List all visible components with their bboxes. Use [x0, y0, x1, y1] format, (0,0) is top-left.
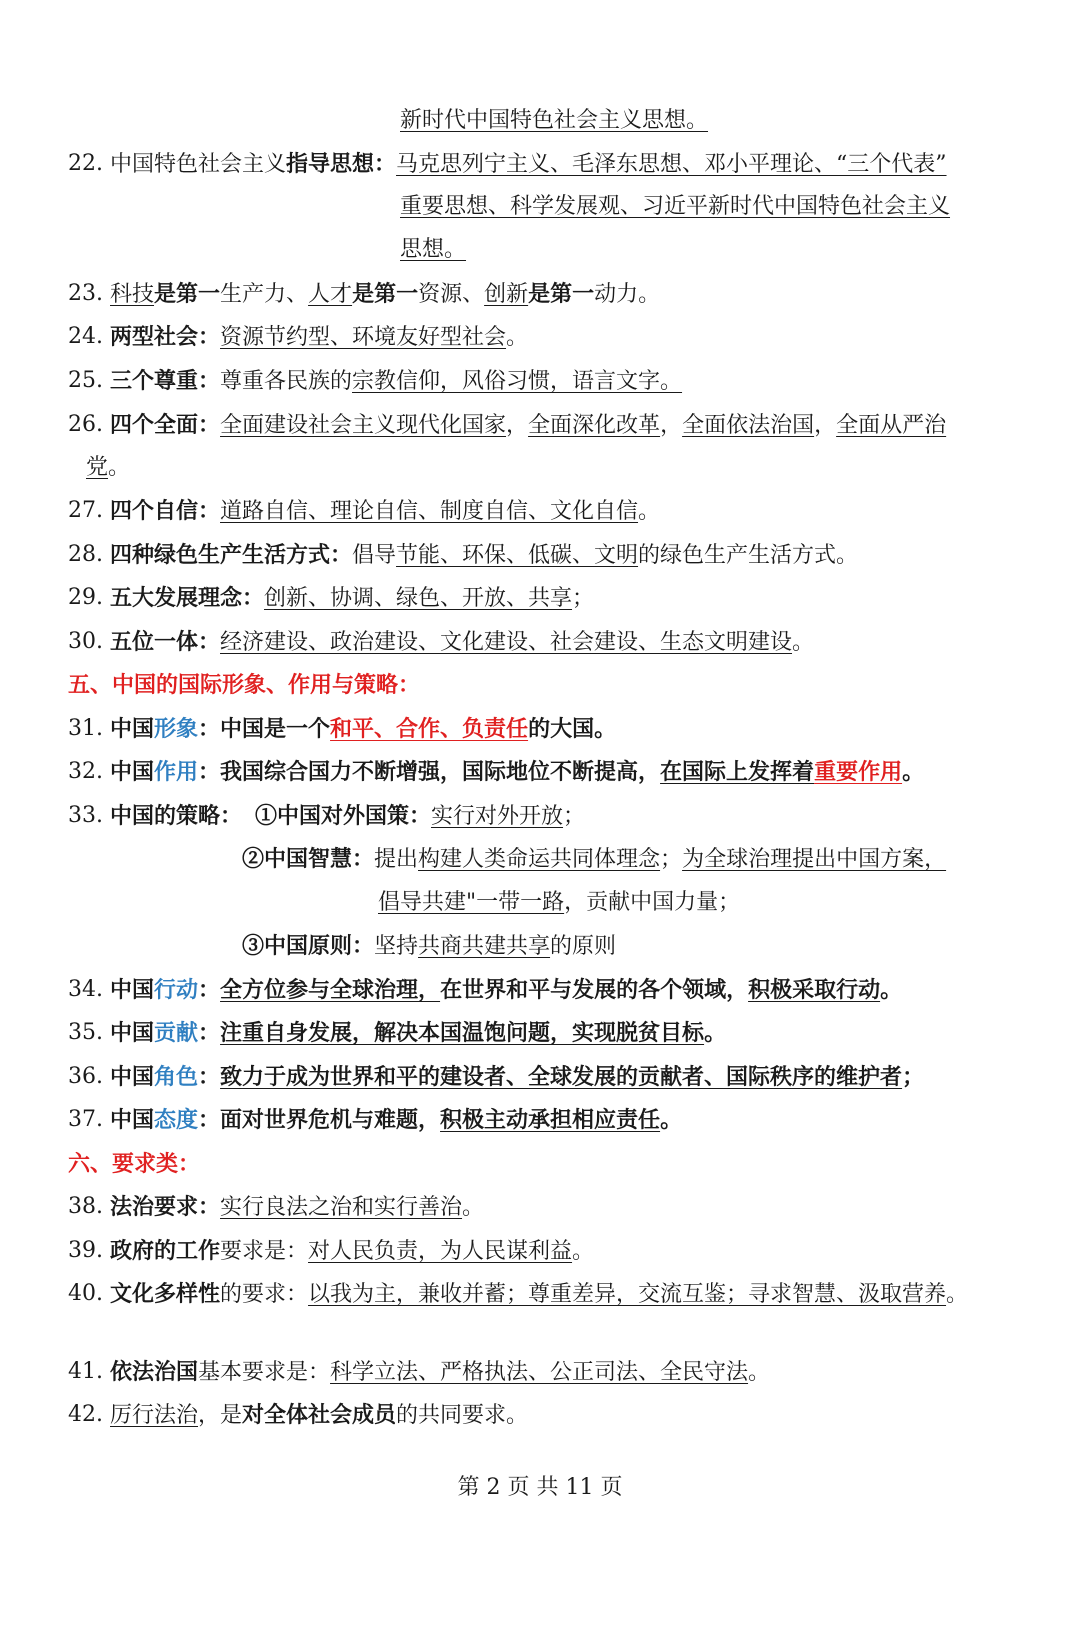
item-31-a: 中国 — [110, 716, 155, 742]
section-heading-5 — [0, 668, 1080, 702]
item-38-text — [110, 1190, 484, 1225]
item-23-p3: 生产力、 — [220, 282, 309, 307]
item-33-label: 中国的策略： — [110, 803, 243, 829]
item-42-p1: ，是 — [198, 1403, 243, 1428]
section-heading-6 — [0, 1147, 1080, 1181]
item-21-continuation — [0, 104, 1080, 138]
item-number: 34. — [68, 977, 103, 1002]
item-33-line-3 — [0, 886, 1080, 920]
item-33-sub-2-cont — [378, 886, 740, 920]
item-33-c2f: ，贡献中国力量； — [564, 890, 741, 915]
item-number: 36. — [68, 1064, 103, 1089]
item-38-value: 实行良法之治和实行善治 — [220, 1195, 463, 1220]
item-31-c: ：中国是一个 — [198, 716, 331, 742]
item-33 — [0, 799, 1080, 833]
item-40-end: 。 — [946, 1282, 969, 1307]
item-28-text — [110, 538, 858, 573]
item-26-v5: 党 — [86, 455, 109, 480]
item-36-a: 中国 — [110, 1064, 155, 1090]
item-33-c1: ①中国对外国策： — [255, 803, 432, 829]
item-23-text — [110, 277, 660, 312]
item-40-text — [110, 1277, 968, 1312]
item-23-p1: 科技 — [110, 282, 155, 307]
item-36-e: ； — [902, 1064, 925, 1090]
item-number: 32. — [68, 759, 103, 784]
item-23-p4: 人才 — [308, 282, 353, 307]
item-31-keyword: 形象 — [154, 716, 199, 742]
item-32-highlight: 重要作用 — [814, 759, 903, 785]
item-38-end: 。 — [462, 1195, 485, 1220]
item-number: 42. — [68, 1402, 103, 1427]
item-42-text — [110, 1398, 528, 1433]
item-33-sub-3 — [242, 929, 616, 964]
item-39-value: 对人民负责，为人民谋利益 — [308, 1239, 573, 1264]
item-34-c: ： — [198, 977, 221, 1003]
item-number: 37. — [68, 1107, 103, 1132]
item-33-c3c: 的原则 — [550, 934, 617, 959]
item-28 — [0, 538, 1080, 572]
item-number: 23. — [68, 281, 103, 306]
item-22-line-2 — [0, 190, 1080, 224]
item-34-e: 在世界和平与发展的各个领域， — [440, 977, 749, 1003]
item-26-s5: 。 — [108, 455, 131, 480]
item-40-value: 以我为主，兼收并蓄；尊重差异，交流互鉴；寻求智慧、汲取营养 — [308, 1282, 947, 1307]
item-number: 40. — [68, 1281, 103, 1306]
item-22-line1: 马克思列宁主义、毛泽东思想、邓小平理论、“三个代表” — [396, 152, 947, 177]
item-22-line2: 重要思想、科学发展观、习近平新时代中国特色社会主义 — [400, 194, 951, 219]
item-32-f: 。 — [902, 759, 925, 785]
item-26-s2: ， — [660, 413, 683, 438]
item-32-d: 在国际上发挥着 — [660, 759, 815, 785]
item-32 — [0, 755, 1080, 789]
item-25-prefix: 尊重各民族的 — [220, 369, 353, 394]
item-41-text — [110, 1355, 770, 1390]
section-6-title: 六、要求类： — [68, 1151, 201, 1177]
item-22-line-3 — [0, 233, 1080, 267]
item-23-p2: 是第一 — [154, 281, 221, 307]
item-36-c: ： — [198, 1064, 221, 1090]
item-23-p5: 是第一 — [352, 281, 419, 307]
item-25-text — [110, 364, 682, 399]
item-42-b1: 对全体社会成员 — [242, 1402, 397, 1428]
item-42 — [0, 1398, 1080, 1432]
item-number: 25. — [68, 368, 103, 393]
item-41-end: 。 — [748, 1360, 771, 1385]
item-number: 24. — [68, 324, 103, 349]
item-35-a: 中国 — [110, 1020, 155, 1046]
item-26-v4: 全面从严治 — [836, 413, 947, 438]
item-23-p7: 创新 — [484, 282, 529, 307]
item-36-keyword: 角色 — [154, 1064, 199, 1090]
item-40 — [0, 1277, 1080, 1311]
item-38 — [0, 1190, 1080, 1224]
item-27-value: 道路自信、理论自信、制度自信、文化自信 — [220, 499, 639, 524]
item-27 — [0, 494, 1080, 528]
item-37-a: 中国 — [110, 1107, 155, 1133]
item-22-text — [110, 147, 947, 182]
item-number: 38. — [68, 1194, 103, 1219]
item-30 — [0, 625, 1080, 659]
item-number: 22. — [68, 151, 103, 176]
item-31 — [0, 712, 1080, 746]
item-36-text — [110, 1060, 924, 1094]
item-35-text — [110, 1016, 726, 1050]
item-25 — [0, 364, 1080, 398]
item-36-d: 致力于成为世界和平的建设者、全球发展的贡献者、国际秩序的维护者 — [220, 1064, 903, 1090]
item-28-p1: 倡导 — [352, 543, 397, 568]
item-37-c: ：面对世界危机与难题， — [198, 1107, 441, 1133]
item-39-text — [110, 1234, 594, 1269]
page-footer: 第 2 页 共 11 页 — [457, 1475, 623, 1500]
item-41 — [0, 1355, 1080, 1389]
item-number: 29. — [68, 585, 103, 610]
item-40-label-2: 的要求： — [220, 1282, 309, 1307]
item-30-text — [110, 625, 814, 660]
item-number: 39. — [68, 1238, 103, 1263]
item-number: 30. — [68, 629, 103, 654]
item-41-label: 依法治国 — [110, 1359, 199, 1385]
item-31-text — [110, 712, 616, 746]
item-37 — [0, 1103, 1080, 1137]
item-26-text — [110, 408, 946, 443]
item-33-c2b: 构建人类命运共同体理念 — [418, 847, 661, 872]
item-39 — [0, 1234, 1080, 1268]
item-33-c2e: 倡导共建"一带一路 — [378, 890, 565, 915]
item-34 — [0, 973, 1080, 1007]
item-30-end: 。 — [792, 630, 815, 655]
item-28-p2: 的绿色生产生活方式。 — [638, 543, 859, 568]
item-23-p8: 是第一 — [528, 281, 595, 307]
item-22-label-b: 指导思想： — [286, 151, 397, 177]
item-33-sub-2 — [242, 842, 946, 877]
item-31-e: 的大国。 — [528, 716, 617, 742]
item-number: 31. — [68, 716, 103, 741]
item-32-text — [110, 755, 924, 789]
item-33-sub-1 — [255, 799, 585, 834]
item-33-c1-value: 实行对外开放 — [431, 804, 564, 829]
item-25-value: 宗教信仰，风俗习惯，语言文字。 — [352, 369, 683, 394]
item-23-p6: 资源、 — [418, 282, 485, 307]
item-23 — [0, 277, 1080, 311]
item-24-text — [110, 320, 528, 355]
item-24-end: 。 — [506, 325, 529, 350]
item-22-line3: 思想。 — [400, 237, 467, 262]
item-30-value: 经济建设、政治建设、文化建设、社会建设、生态文明建设 — [220, 630, 793, 655]
item-35-e: 。 — [704, 1020, 727, 1046]
item-31-highlight: 和平、合作、负责任 — [330, 716, 529, 742]
item-35-c: ： — [198, 1020, 221, 1046]
item-29-label: 五大发展理念： — [110, 585, 265, 611]
item-29 — [0, 581, 1080, 615]
item-33-c2c: ； — [660, 847, 683, 872]
item-28-label: 四种绿色生产生活方式： — [110, 542, 353, 568]
item-34-f: 积极采取行动 — [748, 977, 881, 1003]
item-40-label: 文化多样性 — [110, 1281, 221, 1307]
item-27-end: 。 — [638, 499, 661, 524]
item-29-text — [110, 581, 594, 616]
item-24 — [0, 320, 1080, 354]
item-32-keyword: 作用 — [154, 759, 199, 785]
item-22 — [0, 147, 1080, 181]
item-37-keyword: 态度 — [154, 1107, 199, 1133]
item-33-line-2 — [0, 842, 1080, 876]
item-39-label: 政府的工作 — [110, 1238, 221, 1264]
item-number: 35. — [68, 1020, 103, 1045]
item-38-label: 法治要求： — [110, 1194, 221, 1220]
item-33-c2a: 提出 — [374, 847, 419, 872]
item-26-s3: ， — [814, 413, 837, 438]
item-32-c: ：我国综合国力不断增强，国际地位不断提高， — [198, 759, 661, 785]
item-26-v2: 全面深化改革 — [528, 413, 661, 438]
item-32-a: 中国 — [110, 759, 155, 785]
item-number: 33. — [68, 803, 103, 828]
item-29-value: 创新、协调、绿色、开放、共享 — [264, 586, 573, 611]
item-37-text — [110, 1103, 682, 1137]
item-37-d: 积极主动承担相应责任 — [440, 1107, 661, 1133]
item-42-value: 厉行法治 — [110, 1403, 199, 1428]
item-34-a: 中国 — [110, 977, 155, 1003]
item-36 — [0, 1060, 1080, 1094]
item-26-v1: 全面建设社会主义现代化国家 — [220, 413, 507, 438]
item-34-text — [110, 973, 902, 1007]
item-34-keyword: 行动 — [154, 977, 199, 1003]
item-26-tail — [86, 451, 130, 485]
item-39-label-2: 要求是： — [220, 1239, 309, 1264]
item-34-g: 。 — [880, 977, 903, 1003]
item-number: 27. — [68, 498, 103, 523]
item-number: 28. — [68, 542, 103, 567]
item-26-label: 四个全面： — [110, 412, 221, 438]
item-34-d: 全方位参与全球治理， — [220, 977, 441, 1003]
item-33-c1-end: ； — [563, 804, 586, 829]
item-23-p9: 动力。 — [594, 282, 661, 307]
item-29-end: ； — [572, 586, 595, 611]
item-33-c3b: 共商共建共享 — [418, 934, 551, 959]
item-26-v3: 全面依法治国 — [682, 413, 815, 438]
item-33-c2: ②中国智慧： — [242, 846, 375, 872]
item-21-tail: 新时代中国特色社会主义思想。 — [400, 108, 709, 133]
item-30-label: 五位一体： — [110, 629, 221, 655]
item-27-text — [110, 494, 660, 529]
item-26-s1: ， — [506, 413, 529, 438]
item-26 — [0, 408, 1080, 442]
item-33-c2d: 为全球治理提出中国方案， — [682, 847, 947, 872]
item-27-label: 四个自信： — [110, 498, 221, 524]
item-35-keyword: 贡献 — [154, 1020, 199, 1046]
item-24-value: 资源节约型、环境友好型社会 — [220, 325, 507, 350]
item-41-value: 科学立法、严格执法、公正司法、全民守法 — [330, 1360, 749, 1385]
item-24-label: 两型社会： — [110, 324, 221, 350]
section-5-title: 五、中国的国际形象、作用与策略： — [68, 672, 421, 698]
item-35-d: 注重自身发展，解决本国温饱问题，实现脱贫目标 — [220, 1020, 705, 1046]
item-number: 41. — [68, 1359, 103, 1384]
item-37-e: 。 — [660, 1107, 683, 1133]
item-33-c3a: 坚持 — [374, 934, 419, 959]
item-33-line-4 — [0, 929, 1080, 963]
item-41-label-2: 基本要求是： — [198, 1360, 331, 1385]
item-25-label: 三个尊重： — [110, 368, 221, 394]
item-number: 26. — [68, 412, 103, 437]
item-42-p2: 的共同要求。 — [396, 1403, 529, 1428]
item-22-label-a: 中国特色社会主义 — [110, 152, 287, 177]
item-39-end: 。 — [572, 1239, 595, 1264]
item-28-value: 节能、环保、低碳、文明 — [396, 543, 639, 568]
item-26-line-2 — [0, 451, 1080, 485]
item-33-c3: ③中国原则： — [242, 933, 375, 959]
item-35 — [0, 1016, 1080, 1050]
